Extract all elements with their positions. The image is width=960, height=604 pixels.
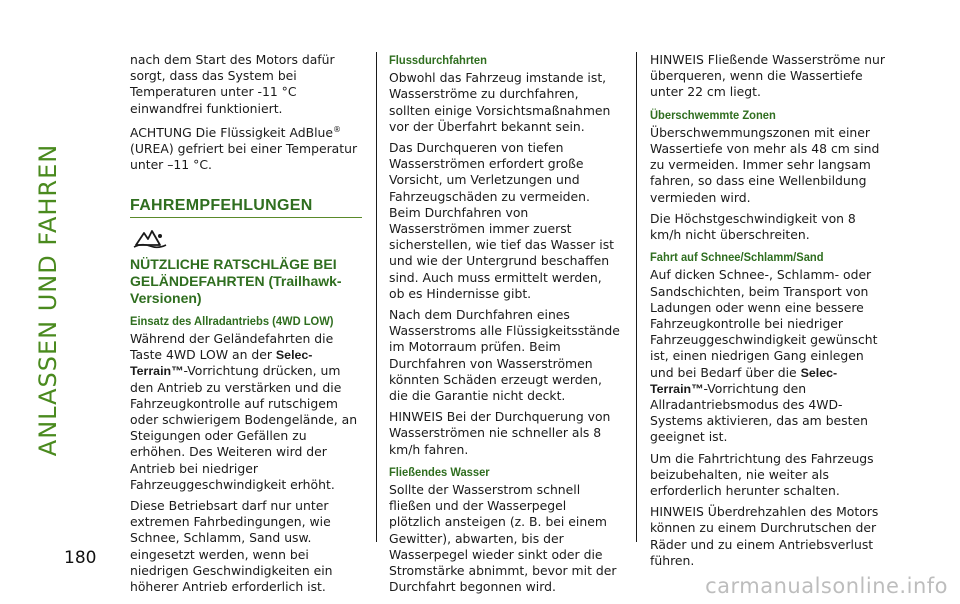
column-1 (130, 52, 362, 600)
section-title: Fließendes Wasser (389, 464, 490, 479)
paragraph: Die Höchstgeschwindigkeit von 8 km/h nicht überschreiten. (650, 210, 856, 243)
warning-text: ACHTUNG Die Flüssigkeit AdBlue (130, 124, 333, 140)
paragraph: Obwohl das Fahrzeug imstande ist, Wasserströme zu durchfahren, sollten einige Vorsichtsmaßnahmen vor der Überfahrt bekannt sein. (389, 70, 611, 134)
keyword: Selec-Terrain™ (650, 365, 838, 396)
keyword: Selec-Terrain™ (130, 348, 313, 379)
warning-paragraph (130, 122, 362, 174)
chapter-side-title: ANLASSEN UND FAHREN (34, 143, 62, 457)
column-divider (376, 52, 377, 542)
section-title: Flussdurchfahrten (389, 53, 487, 67)
column-3 (650, 52, 890, 574)
paragraph: Sollte der Wasserstrom schnell fließen und der Wasserpegel plötzlich ansteigen (z. B. bei einem Gewitter), abwarten, bis der Wasserpegel wieder sinkt oder die Stromstärke abnimmt, bevor mit der Durchfahrt begonnen wird. (389, 482, 617, 595)
trail-rated-icon (132, 228, 168, 250)
paragraph: Das Durchqueren von tiefen Wasserströmen erfordert große Vorsicht, um Verletzungen und Fahrzeugschäden zu vermeiden. Beim Durchfahren von Wasserströmen immer zuerst sicherstellen, wie tief das Wasser ist und wie der Untergrund beschaffen sind. Auch muss ermittelt werden, ob es Hindernisse gibt. (389, 140, 615, 301)
paragraph: Nach dem Durchfahren eines Wasserstroms alle Flüssigkeitsstände im Motorraum prüfen. Beim Durchfahren von Wasserströmen könnten Schäden erzeugt werden, die die Garantie nicht deckt. (389, 307, 620, 404)
text: Auf dicken Schnee-, Schlamm- oder Sandschichten, beim Transport von Ladungen oder wenn eine bessere Fahrzeugkontrolle bei niedriger Fahrzeuggeschwindigkeit gewünscht ist, einen niedrigen Gang einlegen und bei Bedarf über die (650, 267, 878, 380)
paragraph: nach dem Start des Motors dafür sorgt, dass das System bei Temperaturen unter -11 °C einwandfrei funktioniert. (130, 52, 335, 116)
watermark-link[interactable]: carmanualsonline.info (705, 574, 948, 598)
paragraph (650, 267, 890, 445)
page-number: 180 (64, 548, 97, 568)
text: -Vorrichtung den Allradantriebsmodus des 4WD-Systems aktivieren, das am besten geeignet ist. (650, 380, 868, 445)
section-title: Fahrt auf Schnee/Schlamm/Sand (650, 250, 824, 265)
text: Während der Geländefahrten die Taste 4WD LOW an der (130, 330, 334, 363)
section-heading: FAHREMPFEHLUNGEN (130, 198, 362, 218)
paragraph: Überschwemmungszonen mit einer Wassertiefe von mehr als 48 cm sind zu vermeiden. Immer sehr langsam fahren, so dass eine Wellenbildung vermieden wird. (650, 124, 880, 205)
sub-heading: NÜTZLICHE RATSCHLÄGE BEI GELÄNDEFAHRTEN (Trailhawk-Versionen) (130, 255, 342, 306)
section-title: Einsatz des Allradantriebs (4WD LOW) (130, 313, 334, 328)
text: -Vorrichtung drücken, um den Antrieb zu verstärken und die Fahrzeugkontrolle auf rutschigem oder schwierigem Bodengelände, an Steigungen oder Gefällen zu erhöhen. Des Weiteren wird der Antrieb bei niedriger Fahrzeuggeschwindigkeit erhöht. (130, 363, 358, 492)
paragraph (130, 331, 362, 493)
column-divider (636, 52, 637, 542)
registered-mark: ® (333, 124, 341, 134)
column-2 (389, 52, 621, 601)
warning-text-rest: (UREA) gefriert bei einer Temperatur unter –11 °C. (130, 141, 358, 173)
paragraph: Um die Fahrtrichtung des Fahrzeugs beizubehalten, nie weiter als erforderlich herunter schalten. (650, 450, 874, 499)
note-paragraph: HINWEIS Überdrehzahlen des Motors können zu einem Durchrutschen der Räder und zu einem Antriebsverlust führen. (650, 504, 879, 568)
note-paragraph: HINWEIS Fließende Wasserströme nur überqueren, wenn die Wassertiefe unter 22 cm liegt. (650, 52, 885, 100)
section-title: Überschwemmte Zonen (650, 107, 776, 122)
paragraph: Diese Betriebsart darf nur unter extremen Fahrbedingungen, wie Schnee, Schlamm, Sand usw. eingesetzt werden, wenn bei niedrigen Geschwindigkeiten ein höherer Antrieb erforderlich ist. (130, 497, 333, 594)
note-paragraph: HINWEIS Bei der Durchquerung von Wasserströmen nie schneller als 8 km/h fahren. (389, 409, 611, 457)
